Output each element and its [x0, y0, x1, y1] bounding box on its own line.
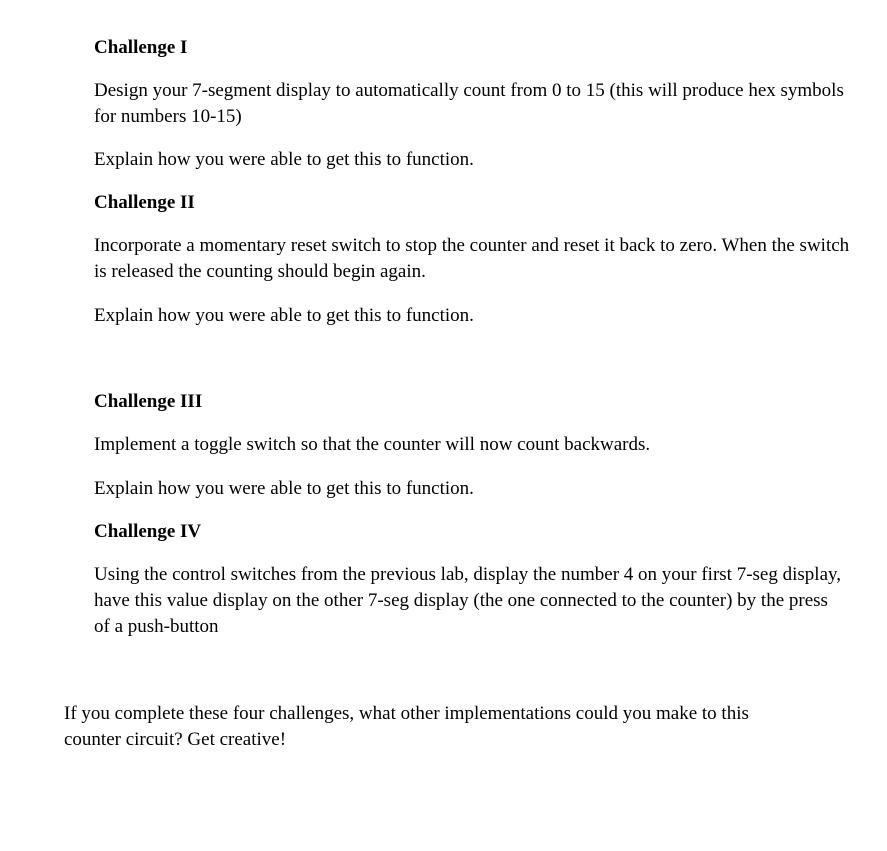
challenge-4-description: Using the control switches from the previous lab, display the number 4 on your first 7-seg display, have this value display on the other 7-seg display (the one connected to the counter) by the press of a push-button [94, 564, 842, 637]
challenge-4-title: Challenge IV [94, 521, 202, 542]
challenge-1-title: Challenge I [94, 37, 188, 58]
closing-paragraph: If you complete these four challenges, what other implementations could you make to this counter circuit? Get creative! [64, 703, 749, 750]
challenge-3-description: Implement a toggle switch so that the counter will now count backwards. [94, 434, 651, 455]
challenge-3-title: Challenge III [94, 391, 203, 412]
challenge-1-prompt: Explain how you were able to get this to function. [94, 149, 474, 170]
challenge-2-description: Incorporate a momentary reset switch to stop the counter and reset it back to zero. When the switch is released the counting should begin again. [94, 235, 850, 282]
challenge-2-title: Challenge II [94, 192, 195, 213]
challenge-2-prompt: Explain how you were able to get this to function. [94, 305, 474, 326]
challenge-3-prompt: Explain how you were able to get this to function. [94, 478, 474, 499]
challenge-1-description: Design your 7-segment display to automatically count from 0 to 15 (this will produce hex symbols for numbers 10-15) [94, 80, 844, 127]
